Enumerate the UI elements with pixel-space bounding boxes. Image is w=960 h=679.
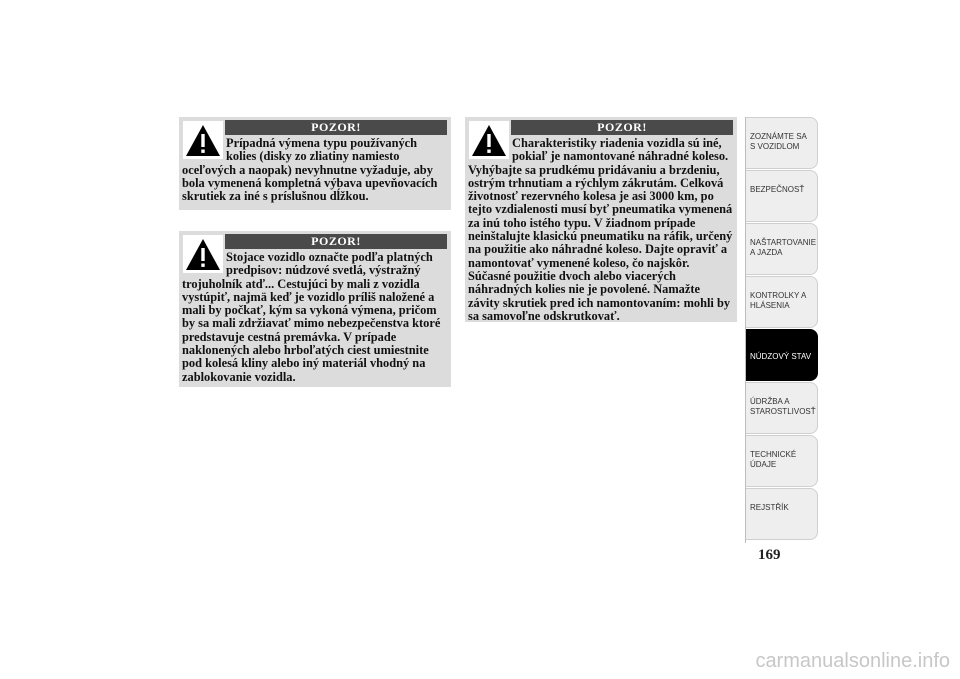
nav-tab-index[interactable]: REJSTŘÍK — [746, 488, 818, 540]
warning-triangle-icon — [183, 235, 223, 273]
nav-tab-technical-data[interactable]: TECHNICKÉ ÚDAJE — [746, 435, 818, 487]
warning-text: Charakteristiky riadenia vozidla sú iné, pokiaľ je namontované náhradné koleso. Vyhýbajte sa prudkému pridávaniu a brzdeniu, ostrým trhnutiam a rýchlym zákrutám. Celková životnosť rezervného kolesa je asi 3000 km, po tejto vzdialenosti musí byť pneumatika vymenená za inú toho istého typu. V žiadnom prípade neinštalujte klasickú pneumatiku na ráfik, určený na použitie ako náhradné koleso. Dajte opraviť a namontovať vymenené koleso, čo najskôr. Súčasné použitie dvoch alebo viacerých náhradných kolies nie je povolené. Namažte závity skrutiek pred ich namontovaním: mohli by sa samovoľne odskrutkovať. — [468, 136, 733, 323]
page-number: 169 — [758, 547, 781, 563]
warning-text: Stojace vozidlo označte podľa platných predpisov: núdzové svetlá, výstražný trojuholník atď... Cestujúci by mali z vozidla vystúpiť, najmä keď je vozidlo príliš naložené a mali by počkať, kým sa vykoná výmena, pričom by sa mali zdržiavať mimo nebezpečenstva ktoré predstavuje cestná premávka. V prípade naklonených alebo hrboľatých ciest umiestnite pod kolesá kliny alebo iný materiál vhodný na zablokovanie vozidla. — [182, 250, 441, 384]
nav-tab-maintenance[interactable]: ÚDRŽBA A STAROSTLIVOSŤ — [746, 382, 818, 434]
nav-tab-warning-lights[interactable]: KONTROLKY A HLÁSENIA — [746, 276, 818, 328]
warning-box-wheel-type — [179, 117, 451, 210]
warning-triangle-icon — [469, 121, 509, 159]
warning-box-parked-vehicle — [179, 231, 451, 387]
watermark: carmanualsonline.info — [755, 650, 950, 672]
warning-heading: POZOR! — [225, 234, 447, 249]
warning-triangle-icon — [183, 121, 223, 159]
chapter-nav — [746, 117, 820, 543]
nav-tab-safety[interactable]: BEZPEČNOSŤ — [746, 170, 818, 222]
nav-tab-starting-driving[interactable]: NAŠTARTOVANIE A JAZDA — [746, 223, 818, 275]
warning-text: Prípadná výmena typu používaných kolies (disky zo zliatiny namiesto oceľových a naopak) nevyhnutne vyžaduje, aby bola vymenená kompletná výbava upevňovacích skrutiek za iné s príslušnou dĺžkou. — [182, 136, 438, 204]
nav-tab-introduction[interactable]: ZOZNÁMTE SA S VOZIDLOM — [746, 117, 818, 169]
warning-heading: POZOR! — [225, 120, 447, 135]
nav-tab-emergency[interactable]: NÚDZOVÝ STAV — [746, 329, 818, 381]
warning-heading: POZOR! — [511, 120, 733, 135]
warning-box-spare-wheel — [465, 117, 737, 322]
